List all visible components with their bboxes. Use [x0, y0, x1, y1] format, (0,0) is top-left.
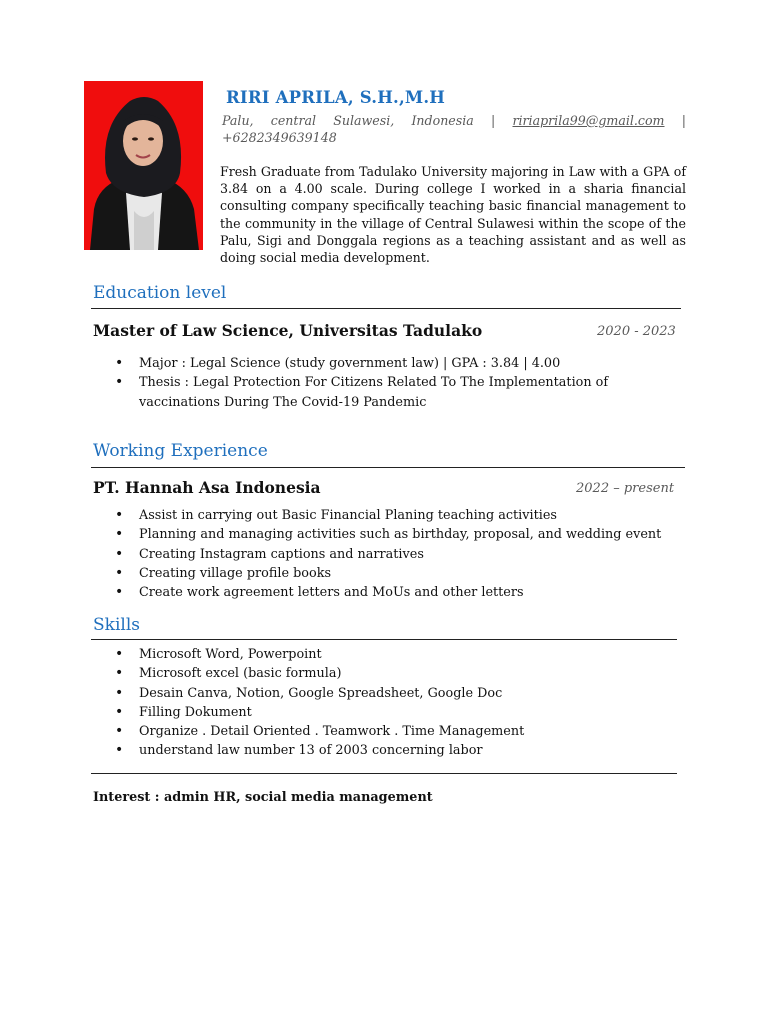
list-item: • Organize . Detail Oriented . Teamwork . Time Management: [93, 722, 683, 741]
list-item: • Creating village profile books: [93, 564, 683, 583]
education-bullets: [93, 354, 633, 412]
skills-bullets: [93, 645, 683, 761]
list-item: • understand law number 13 of 2003 concerning labor: [93, 741, 683, 760]
list-item: • Planning and managing activities such as birthday, proposal, and wedding event: [93, 525, 683, 544]
list-item: • Microsoft Word, Powerpoint: [93, 645, 683, 664]
experience-divider: [91, 467, 685, 468]
experience-section-title: Working Experience: [93, 441, 268, 461]
list-item: • Desain Canva, Notion, Google Spreadsheet, Google Doc: [93, 684, 683, 703]
phone-text: +6282349639148: [222, 130, 337, 145]
experience-company: PT. Hannah Asa Indonesia: [93, 478, 321, 497]
profile-photo: [84, 81, 203, 250]
bottom-divider: [91, 773, 677, 774]
experience-date: 2022 – present: [576, 481, 675, 496]
interest-line: Interest : admin HR, social media management: [93, 790, 433, 805]
contact-separator-2: |: [681, 113, 686, 128]
contact-separator: |: [491, 113, 496, 128]
experience-bullets: [93, 506, 683, 602]
contact-line: [222, 112, 686, 129]
skills-divider: [91, 639, 677, 640]
list-item: • Filling Dokument: [93, 703, 683, 722]
education-divider: [91, 308, 681, 309]
skills-section-title: Skills: [93, 615, 140, 635]
list-item: • Creating Instagram captions and narratives: [93, 545, 683, 564]
list-item: • Major : Legal Science (study government law) | GPA : 3.84 | 4.00: [93, 354, 633, 373]
list-item: • Create work agreement letters and MoUs and other letters: [93, 583, 683, 602]
list-item: • Thesis : Legal Protection For Citizens Related To The Implementation of vaccinations During The Covid-19 Pandemic: [93, 373, 633, 412]
education-section-title: Education level: [93, 283, 227, 303]
candidate-name: RIRI APRILA, S.H.,M.H: [226, 88, 446, 107]
education-degree: Master of Law Science, Universitas Tadulako: [93, 321, 483, 340]
education-date: 2020 - 2023: [597, 324, 676, 339]
profile-summary: Fresh Graduate from Tadulako University majoring in Law with a GPA of 3.84 on a 4.00 scale. During college I worked in a sharia financial consulting company specifically teaching basic financial management to the community in the village of Central Sulawesi within the scope of the Palu, Sigi and Donggala regions as a teaching assistant and as well as doing social media development.: [220, 164, 686, 266]
list-item: • Assist in carrying out Basic Financial Planing teaching activities: [93, 506, 683, 525]
email-link[interactable]: ririaprila99@gmail.com: [512, 113, 665, 128]
list-item: • Microsoft excel (basic formula): [93, 664, 683, 683]
location-text: Palu, central Sulawesi, Indonesia: [222, 113, 474, 128]
